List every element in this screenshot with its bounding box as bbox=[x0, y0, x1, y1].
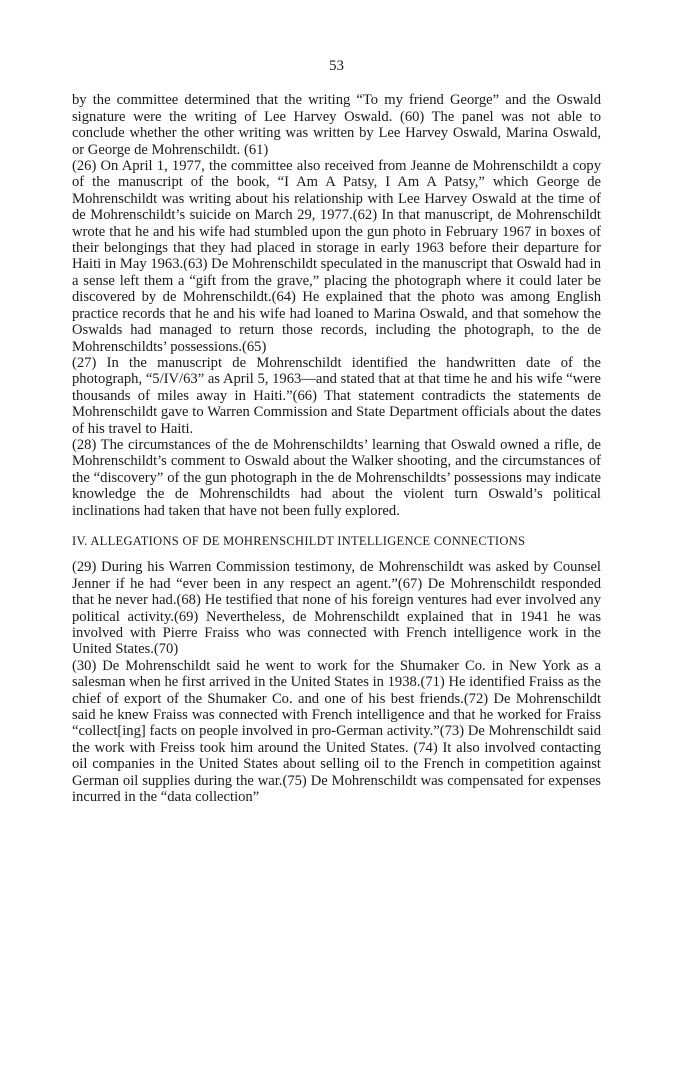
paragraph-29: (29) During his Warren Commission testimony, de Mohrenschildt was asked by Counsel Jenner if he had “ever been in any respect an agent.”(67) De Mohrenschildt responded that he never had.(68) He testified that none of his foreign ventures had ever involved any political activity.(69) Nevertheless, de Mohrenschildt explained that in 1941 he was involved with Pierre Fraiss who was connected with French intelligence work in the United States.(70) bbox=[72, 559, 601, 658]
paragraph-28: (28) The circumstances of the de Mohrenschildts’ learning that Oswald owned a rifle, de Mohrenschildt’s comment to Oswald about the Walker shooting, and the circumstances of the “discovery” of the gun photograph in the de Mohrenschildts’ possessions may indicate knowledge the de Mohrenschildts had about the violent turn Oswald’s political inclinations had taken that have not been fully explored. bbox=[72, 436, 601, 519]
paragraph-26: (26) On April 1, 1977, the committee also received from Jeanne de Mohrenschildt a copy of the manuscript of the book, “I Am A Patsy, I Am A Patsy,” which George de Mohrenschildt was writing about his relationship with Lee Harvey Oswald at the time of de Mohrenschildt’s suicide on March 29, 1977.(62) In that manuscript, de Mohrenschildt wrote that he and his wife had stumbled upon the gun photo in February 1967 in boxes of their belongings that they had placed in storage in early 1963 before their departure for Haiti in May 1963.(63) De Mohrenschildt speculated in the manuscript that Oswald had in a sense left them a “gift from the grave,” placing the photograph where it could later be discovered by de Mohrenschildt.(64) He explained that the photo was among English practice records that he and his wife had loaned to Marina Oswald, and that somehow the Oswalds had managed to return those records, including the photograph, to the de Mohrenschildts’ possessions.(65) bbox=[72, 158, 601, 355]
page-number: 53 bbox=[329, 58, 344, 74]
document-page bbox=[72, 58, 601, 805]
section-heading: IV. ALLEGATIONS OF DE MOHRENSCHILDT INTELLIGENCE CONNECTIONS bbox=[72, 533, 526, 548]
paragraph-25-continued: by the committee determined that the writing “To my friend George” and the Oswald signature were the writing of Lee Harvey Oswald. (60) The panel was not able to conclude whether the other writing was written by Lee Harvey Oswald, Marina Oswald, or George de Mohrenschildt. (61) bbox=[72, 92, 601, 158]
paragraph-30: (30) De Mohrenschildt said he went to work for the Shumaker Co. in New York as a salesman when he first arrived in the United States in 1938.(71) He identified Fraiss as the chief of export of the Shumaker Co. and one of his best friends.(72) De Mohrenschildt said he knew Fraiss was connected with French intelligence and that he worked for Fraiss “collect[ing] facts on people involved in pro-German activity.”(73) De Mohrenschildt said the work with Freiss took him around the United States. (74) It also involved contacting oil companies in the United States about selling oil to the French in competition against German oil supplies during the war.(75) De Mohrenschildt was compensated for expenses incurred in the “data collection” bbox=[72, 657, 601, 806]
paragraph-27: (27) In the manuscript de Mohrenschildt identified the handwritten date of the photograph, “5/IV/63” as April 5, 1963—and stated that at that time he and his wife “were thousands of miles away in Haiti.”(66) That statement contradicts the statements de Mohrenschildt gave to Warren Commission and State Department officials about the dates of his travel to Haiti. bbox=[72, 354, 601, 437]
